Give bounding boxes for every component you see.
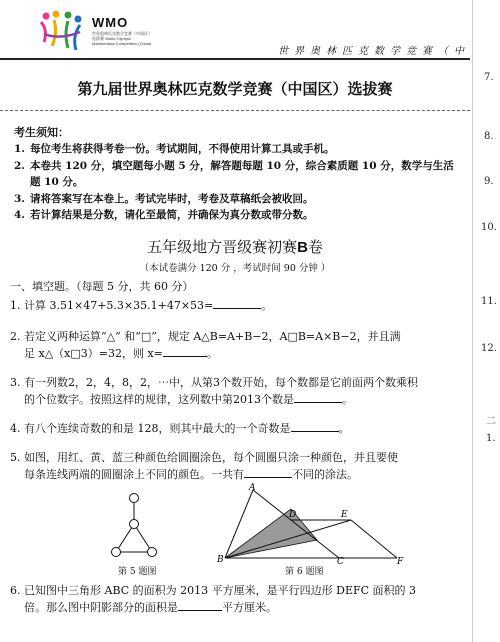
wmo-logo-icon [38,10,84,54]
section-fill-in-blank: 一、填空题。（每题 5 分，共 60 分） [10,280,194,293]
graph-node [130,494,139,503]
notice-item: 3. 请将答案写在本卷上。考试完毕时，考卷及草稿纸会被收回。 [14,192,314,205]
adjacent-question-number: 11. [481,296,497,307]
adjacent-question-number: 10. [481,222,497,233]
competition-title: 第九届世界奥林匹克数学竞赛（中国区）选拔赛 [77,80,393,98]
figure-6-parallelogram-triangle [205,482,405,564]
adjacent-question-number: 7. [484,72,494,83]
label-A: A [249,483,256,493]
question-5: 5. 如图，用红、黄、蓝三种颜色给圆圈涂色，每个圆圈只涂一种颜色，并且要使 每条连线两端的圆圈涂上不同的颜色。一共有 不同的涂法。 [10,451,398,481]
answer-blank[interactable] [291,420,339,432]
label-F: F [397,557,404,564]
header-slogan: 世界奥林匹克数学竞赛（中 [278,46,470,57]
figure-5-circle-graph [100,488,170,568]
notice-heading: 考生须知： [14,126,69,139]
figure-6-caption: 第 6 题图 [285,567,324,577]
adjacent-question-number: 12. [481,343,497,354]
exam-subtitle: （本试卷满分 120 分 ，考试时间 90 分钟 ） [139,263,331,274]
question-6: 6. 已知图中三角形 ABC 的面积为 2013 平方厘米，是平行四边形 DEFC 面积的 3 倍。那么图中阴影部分的面积是 平方厘米。 [10,584,417,614]
answer-blank[interactable] [244,466,292,478]
dashed-divider [0,110,470,111]
graph-node [130,520,139,529]
logo-wordmark: WMO [92,15,129,30]
question-4: 4. 有八个连续奇数的和是 128，则其中最大的一个奇数是 。 [10,422,350,435]
adjacent-question-number: 1. [486,433,496,444]
answer-blank[interactable] [294,391,342,403]
question-1: 1. 计算 3.51×47+5.3×35.1+47×53= 。 [10,299,273,312]
shaded-region [225,509,317,558]
question-2: 2. 若定义两种运算“△” 和“□”，规定 A△B=A+B−2，A□B=A×B−2，并且满 足 x△（x□3）=32，则 x= 。 [10,330,401,360]
logo-subtitle: 世界奥林匹克数学竞赛（中国区）选拔赛 World Olympic Mathematics Competition (China) [92,31,152,46]
answer-blank[interactable] [178,599,222,611]
adjacent-question-number: 9. [484,176,494,187]
label-B: B [217,555,224,564]
adjacent-section-marker: 二 [486,416,496,427]
graph-node [148,548,157,557]
adjacent-question-number: 8. [484,131,494,142]
answer-blank[interactable] [163,345,207,357]
figure-5-caption: 第 5 题图 [118,567,157,577]
adjacent-page-edge [472,0,500,642]
label-C: C [337,557,344,564]
notice-item: 4. 若计算结果是分数，请化至最简，并确保为真分数或带分数。 [14,209,314,221]
notice-list [14,141,464,224]
graph-node [112,548,121,557]
label-D: D [289,510,297,520]
notice-item: 1. 每位考生将获得考卷一份。考试期间，不得使用计算工具或手机。 [14,143,335,155]
page-header [0,0,470,58]
figures-area [0,478,470,578]
header-divider [0,58,470,60]
label-E: E [341,510,348,520]
answer-blank[interactable] [213,297,261,309]
question-3: 3. 有一列数2，2，4，8，2，⋯中，从第3个数开始，每个数都是它前面两个数乘积 的个位数字。按照这样的规律，这列数中第2013个数是 。 [10,376,418,406]
exam-title: 五年级地方晋级赛初赛B卷 [147,238,323,256]
notice-item: 2. 本卷共 120 分，填空题每小题 5 分，解答题每题 10 分，综合素质题 10 分，数学与生活题 10 分。 [14,159,454,188]
